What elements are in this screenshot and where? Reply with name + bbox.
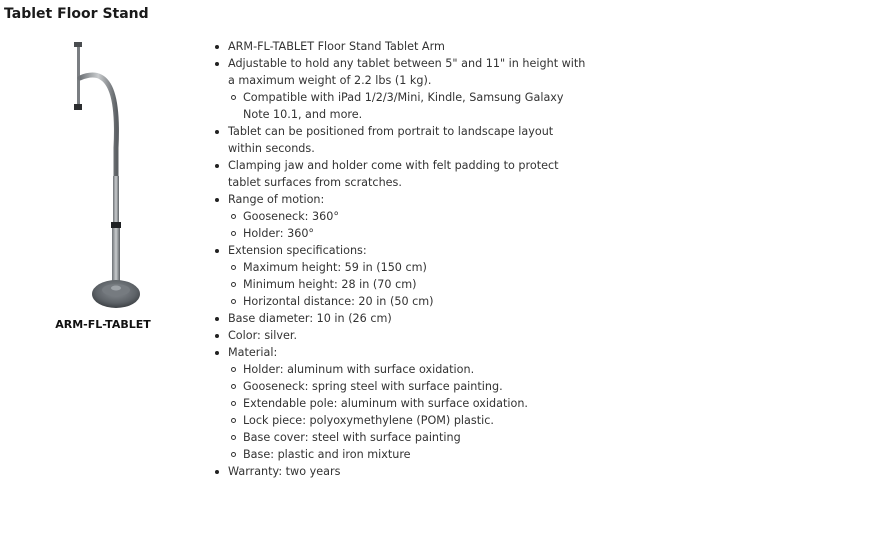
spec-subitem: Lock piece: polyoxymethylene (POM) plastic.: [243, 412, 588, 429]
spec-item: [228, 55, 588, 123]
spec-item: [228, 242, 588, 310]
spec-subitem: Base cover: steel with surface painting: [243, 429, 588, 446]
spec-sublist: [228, 208, 588, 242]
spec-item: [228, 344, 588, 463]
spec-subitem: Base: plastic and iron mixture: [243, 446, 588, 463]
spec-item: [228, 310, 588, 327]
spec-subitem: Compatible with iPad 1/2/3/Mini, Kindle, Samsung Galaxy Note 10.1, and more.: [243, 89, 588, 123]
spec-item: [228, 191, 588, 242]
spec-item-text: Tablet can be positioned from portrait to landscape layout within seconds.: [228, 125, 554, 155]
spec-subitem: Gooseneck: spring steel with surface painting.: [243, 378, 588, 395]
spec-item: [228, 327, 588, 344]
spec-item-text: Warranty: two years: [228, 465, 341, 478]
spec-item-text: Extension specifications:: [228, 244, 367, 257]
spec-item-text: ARM-FL-TABLET Floor Stand Tablet Arm: [228, 40, 445, 53]
spec-item-text: Material:: [228, 346, 278, 359]
spec-item: [228, 123, 588, 157]
spec-subitem: Minimum height: 28 in (70 cm): [243, 276, 588, 293]
spec-list: [212, 38, 588, 480]
spec-item-text: Range of motion:: [228, 193, 325, 206]
spec-subitem: Holder: aluminum with surface oxidation.: [243, 361, 588, 378]
spec-item: [228, 38, 588, 55]
spec-sublist: [228, 361, 588, 463]
product-caption: ARM-FL-TABLET: [55, 318, 151, 331]
spec-subitem: Holder: 360°: [243, 225, 588, 242]
spec-item-text: Color: silver.: [228, 329, 298, 342]
spec-item-text: Clamping jaw and holder come with felt padding to protect tablet surfaces from scratches.: [228, 159, 559, 189]
product-image: [40, 38, 166, 310]
tablet-floor-stand-illustration: [60, 38, 140, 310]
spec-item: [228, 463, 588, 480]
spec-item-text: Adjustable to hold any tablet between 5" and 11" in height with a maximum weight of 2.2 lbs (1 kg).: [228, 57, 586, 87]
spec-subitem: Maximum height: 59 in (150 cm): [243, 259, 588, 276]
spec-sublist: [228, 89, 588, 123]
page-title: Tablet Floor Stand: [4, 6, 149, 22]
spec-subitem: Gooseneck: 360°: [243, 208, 588, 225]
spec-item-text: Base diameter: 10 in (26 cm): [228, 312, 392, 325]
spec-sublist: [228, 259, 588, 310]
spec-item: [228, 157, 588, 191]
spec-subitem: Horizontal distance: 20 in (50 cm): [243, 293, 588, 310]
spec-subitem: Extendable pole: aluminum with surface oxidation.: [243, 395, 588, 412]
